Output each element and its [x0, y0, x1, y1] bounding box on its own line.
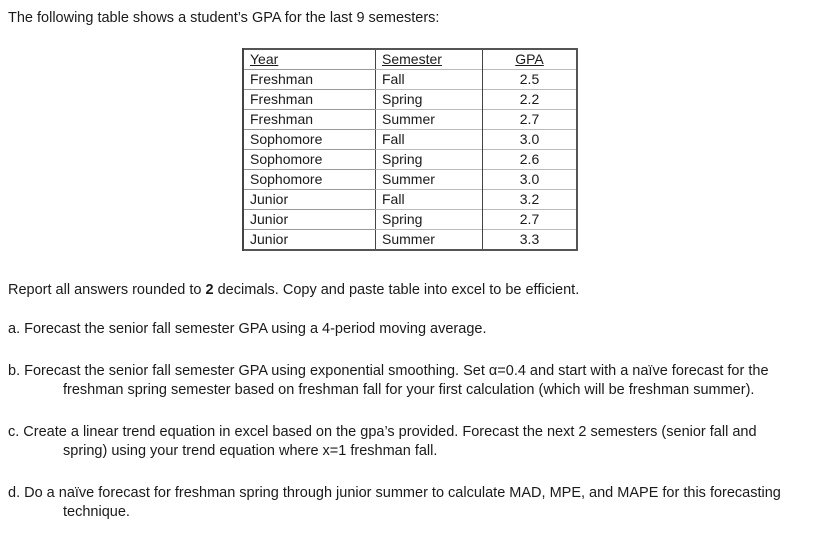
table-row [243, 70, 577, 90]
question-d [8, 484, 823, 522]
cell-semester: Summer [376, 110, 483, 130]
table-header-row [243, 49, 577, 70]
header-year: Year [243, 49, 376, 70]
cell-gpa: 3.0 [483, 130, 578, 150]
cell-gpa: 2.7 [483, 110, 578, 130]
question-d-line1: d. Do a naïve forecast for freshman spring through junior summer to calculate MAD, MPE, and MAPE for this forecasting [8, 485, 781, 501]
cell-semester: Fall [376, 70, 483, 90]
question-a-text: a. Forecast the senior fall semester GPA using a 4-period moving average. [8, 321, 487, 337]
cell-gpa: 2.7 [483, 210, 578, 230]
question-b [8, 362, 823, 400]
cell-year: Junior [243, 230, 376, 251]
table-row [243, 150, 577, 170]
question-d-line2: technique. [63, 504, 130, 520]
report-instruction [8, 281, 823, 300]
table-row [243, 90, 577, 110]
cell-year: Junior [243, 190, 376, 210]
cell-year: Freshman [243, 70, 376, 90]
cell-semester: Spring [376, 210, 483, 230]
cell-gpa: 2.6 [483, 150, 578, 170]
header-semester: Semester [376, 49, 483, 70]
intro-text: The following table shows a student’s GPA for the last 9 semesters: [8, 10, 440, 26]
table-row [243, 190, 577, 210]
report-bold: 2 [205, 282, 214, 298]
question-b-line1: b. Forecast the senior fall semester GPA using exponential smoothing. Set α=0.4 and start with a naïve forecast for the [8, 363, 769, 379]
question-b-line2: freshman spring semester based on freshman fall for your first calculation (which will be freshman summer). [63, 382, 755, 398]
cell-year: Sophomore [243, 130, 376, 150]
cell-semester: Summer [376, 170, 483, 190]
cell-gpa: 2.2 [483, 90, 578, 110]
cell-semester: Spring [376, 150, 483, 170]
cell-gpa: 3.3 [483, 230, 578, 251]
cell-semester: Fall [376, 190, 483, 210]
cell-semester: Fall [376, 130, 483, 150]
cell-gpa: 3.2 [483, 190, 578, 210]
report-post: decimals. Copy and paste table into excel to be efficient. [213, 282, 580, 298]
cell-gpa: 2.5 [483, 70, 578, 90]
gpa-table [242, 48, 578, 251]
question-c-line1: c. Create a linear trend equation in excel based on the gpa’s provided. Forecast the next 2 semesters (senior fall and [8, 424, 757, 440]
table-row [243, 210, 577, 230]
table-row [243, 170, 577, 190]
cell-year: Freshman [243, 90, 376, 110]
cell-year: Junior [243, 210, 376, 230]
cell-year: Freshman [243, 110, 376, 130]
cell-semester: Summer [376, 230, 483, 251]
header-gpa: GPA [483, 49, 578, 70]
table-row [243, 110, 577, 130]
cell-semester: Spring [376, 90, 483, 110]
question-c-line2: spring) using your trend equation where x=1 freshman fall. [63, 443, 438, 459]
question-a [8, 320, 823, 339]
report-pre: Report all answers rounded to [8, 282, 206, 298]
cell-gpa: 3.0 [483, 170, 578, 190]
cell-year: Sophomore [243, 150, 376, 170]
table-row [243, 230, 577, 251]
table-row [243, 130, 577, 150]
question-c [8, 423, 823, 461]
cell-year: Sophomore [243, 170, 376, 190]
